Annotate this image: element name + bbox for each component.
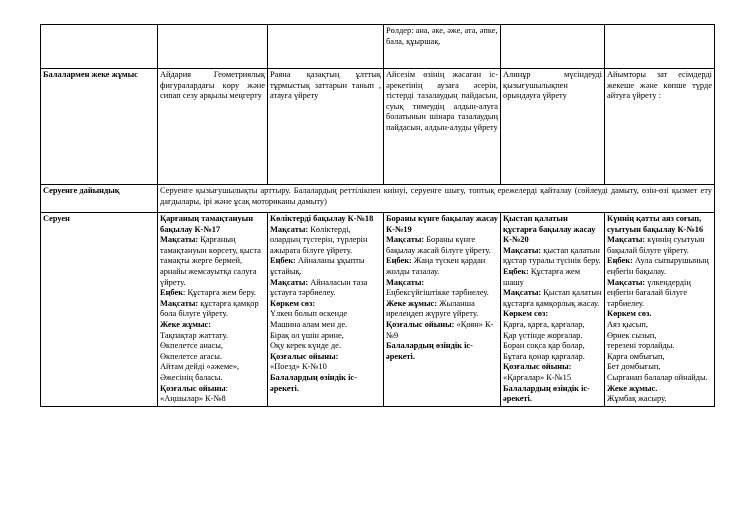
walk-day-1 [158,213,268,407]
walk-day-1-goal2: құстарға қамқор бола білуге үйрету. [160,298,259,319]
roles-row-label [41,25,158,69]
walk-day-5-goal: күннің суытуын бақылай білуге үйрету. [607,235,705,255]
walk-day-2 [268,213,384,407]
walk-day-2-work: Айналаны ұқыпты ұстайық. [270,256,365,276]
walk-day-5 [605,213,715,407]
roles-row-cell-3: Рөлдер: ана, әке, әже, ата, әпке, бала, құыршақ. [384,25,501,69]
walk-day-2-goal: Көліктерді, олардың түстерін, түрлерін ажырата білуге үйрету. [270,224,368,255]
walk-day-2-game-key: Қозғалыс ойыны: [270,351,339,361]
walk-day-1-line: Тақпақтар жаттату. [160,330,228,340]
roles-row-cell-4 [501,25,605,69]
walk-day-5-work-key: Еңбек: [607,256,633,266]
walk-day-1-game: : «Аңшылар» К-№8 [160,383,228,404]
roles-row [41,25,715,69]
walk-day-3-work-key: Еңбек: [386,256,412,266]
walk-day-5-line: Өрнек сызып, [607,330,657,340]
walk-day-1-goal2-key: Мақсаты: [160,298,199,308]
walk-day-3-work: Жаңа түскен қардан жолды тазалау. [386,256,486,276]
walk-day-2-title: Көліктерді бақылау К-№18 [270,214,374,223]
walk-prep-label: Серуенге дайындық [41,185,158,213]
individual-work-cell-2: Раяна қазақтың ұлттық тұрмыстық заттарын танып , атауға үйрету [268,69,384,185]
individual-work-label: Балалармен жеке жұмыс [41,69,158,185]
individual-work-cell-3: Айсезім өзінің жасаған іс-әрекетінің аузаға әсерін, тістерді тазалаудың пайдасын, суық тимеудің алдын-алуға болатынын шінара тазалаудың пайдасын, алдын-алуды үйрету [384,69,501,185]
walk-day-1-line: Өкпелетсе ағасы. [160,351,222,361]
walk-day-5-word-key: Көркем сөз. [607,309,652,319]
walk-day-5-individual: Жұмбақ жасыру. [607,394,667,404]
walk-day-2-line: Бірақ ол үшін әрине, [270,330,344,340]
walk-day-3-free-play: Балалардың өзіндік іс-әрекеті. [386,341,473,361]
individual-work-cell-5: Айымторы зат есімдерді жекеше және көпше түрде айтуға үйрету : [605,69,715,185]
walk-day-1-title: Қарғаның тамақтануын бақылау К-№17 [160,214,254,234]
walk-day-5-line: Қарға омбығып, [607,351,665,361]
walk-day-1-work: : Құстарға жем беру. [183,288,257,298]
roles-row-cell-1 [158,25,268,69]
walk-day-3-individual-key: Жеке жұмыс: [386,298,438,308]
walk-day-5-goal-key: Мақсаты: [607,235,646,245]
walk-day-3-game-key: Қозғалыс ойыны: [386,319,455,329]
walk-day-3 [384,213,501,407]
roles-row-cell-2 [268,25,384,69]
walk-day-4-goal-key: Мақсаты: [503,245,542,255]
walk-day-2-goal2: Айналасын таза ұстауға тәрбиелеу. [270,277,368,298]
walk-day-1-goal-key: Мақсаты: [160,235,199,245]
walk-day-3-individual: Жыланша ирелеңдеп жүруге үйрету. [386,298,479,319]
walk-day-4-line: Боран соқса қар болар, [503,341,585,351]
walk-day-5-individual-key: Жеке жұмыс. [607,383,658,393]
walk-day-4-work-key: Еңбек: [503,266,529,276]
walk-label: Серуен [41,213,158,407]
walk-day-3-title: Бораны күнге бақылау жасау К-№19 [386,214,498,234]
walk-day-5-line: Бет домбығып, [607,362,661,372]
walk-day-4-work: Құстарға жем шашу [503,266,581,287]
walk-day-5-goal2: үлкендердің еңбегін бағалай білуге тәрбиелеу. [607,277,691,308]
individual-work-row [41,69,715,185]
roles-row-cell-5 [605,25,715,69]
walk-day-4-line: Қар үстінде жорғалар. [503,330,583,340]
walk-day-2-line: Оқу керек күнде де. [270,341,341,351]
individual-work-cell-4: Алинұр мүсіндеуді қызығушылықпен орындауға үйрету [501,69,605,185]
walk-day-5-line: Аяз қысып, [607,319,648,329]
walk-day-5-title: Күннің қатты аяз соғып, суытуын бақылау К-№16 [607,214,704,234]
walk-day-3-goal: Бораны күнге бақылау жасай білуге үйрету. [386,235,491,255]
walk-day-2-line: Машина алам мен де. [270,319,348,329]
walk-prep-row [41,185,715,213]
walk-day-2-word-key: Көркем сөз: [270,298,316,308]
walk-day-1-line: Өкпелетсе анасы, [160,341,223,351]
walk-day-4-goal2: Қыстап қалатын құстарға қамқорлық жасау. [503,288,602,308]
walk-prep-text: Серуенге қызығушылықты арттыру. Балалардың реттілікпен киінуі, серуенге шығу, топтық ережелерді қайталау (сөйлеуді дамыту, өзін-өзі қызмет ету дағдылары, ірі және ұсақ моториканы дамыту) [158,185,715,213]
walk-row [41,213,715,407]
walk-day-1-game-key: Қозғалыс ойыны [160,383,226,393]
walk-day-1-individual-key: Жеке жұмыс: [160,319,212,329]
walk-day-2-game: «Поезд» К-№10 [270,362,327,372]
walk-day-3-game: «Қоян» К-№9 [386,319,494,340]
walk-day-4-game-key: Қозғалыс ойыны: [503,362,572,372]
walk-day-3-goal2-key: Мақсаты: [386,277,425,287]
walk-day-4-game: «Қарғалар» К-№15 [503,372,572,382]
walk-day-2-free-play: Балалардың өзіндік іс-әрекеті. [270,372,357,393]
walk-day-2-goal-key: Мақсаты: [270,224,309,234]
walk-day-3-goal2: Еңбексүйгіштікке тәрбиелеу. [386,288,489,298]
walk-day-4-goal: қыстап қалатын құстар туралы түсінік беру. [503,245,601,266]
walk-day-4-line: Қарға, қарға, қарғалар, [503,319,585,329]
individual-work-cell-1: Айдария Геометриялық фигуралардағы көру және сипап сезу арқылы меңгерту [158,69,268,185]
plan-table [40,24,715,407]
walk-day-4-goal2-key: Мақсаты: [503,288,542,298]
walk-day-4-line: Бұтаға қонар қарғалар. [503,351,585,361]
walk-day-4 [501,213,605,407]
walk-day-5-line: терезені торлайды. [607,341,675,351]
walk-day-3-goal-key: Мақсаты: [386,235,425,245]
walk-day-1-line: Айтам дейді «әжеме», [160,362,240,372]
walk-day-4-free-play: Балалардың өзіндік іс-әрекеті. [503,383,590,404]
walk-day-4-word-key: Көркем сөз: [503,309,549,319]
walk-day-2-line: Үлкен болып өскенде [270,309,348,319]
walk-day-1-goal: Қарғаның тамақтануын көрсету, қыста тамақты жерге бермей, арнайы жемсауытқа салуға үйрету. [160,235,261,287]
walk-day-2-work-key: Еңбек: [270,256,296,266]
walk-day-5-work: Аула сыпырушының еңбегін бақылау. [607,256,709,276]
walk-day-5-line: Сырғанап балалар ойнайды. [607,372,708,382]
walk-day-4-title: Қыстап қалатын құстарға бақылау жасау К-№20 [503,214,596,245]
walk-day-1-work-key: Еңбек [160,288,184,298]
walk-day-1-line: Әжесінің баласы. [160,372,223,382]
walk-day-5-goal2-key: Мақсаты: [607,277,646,287]
walk-day-2-goal2-key: Мақсаты: [270,277,309,287]
